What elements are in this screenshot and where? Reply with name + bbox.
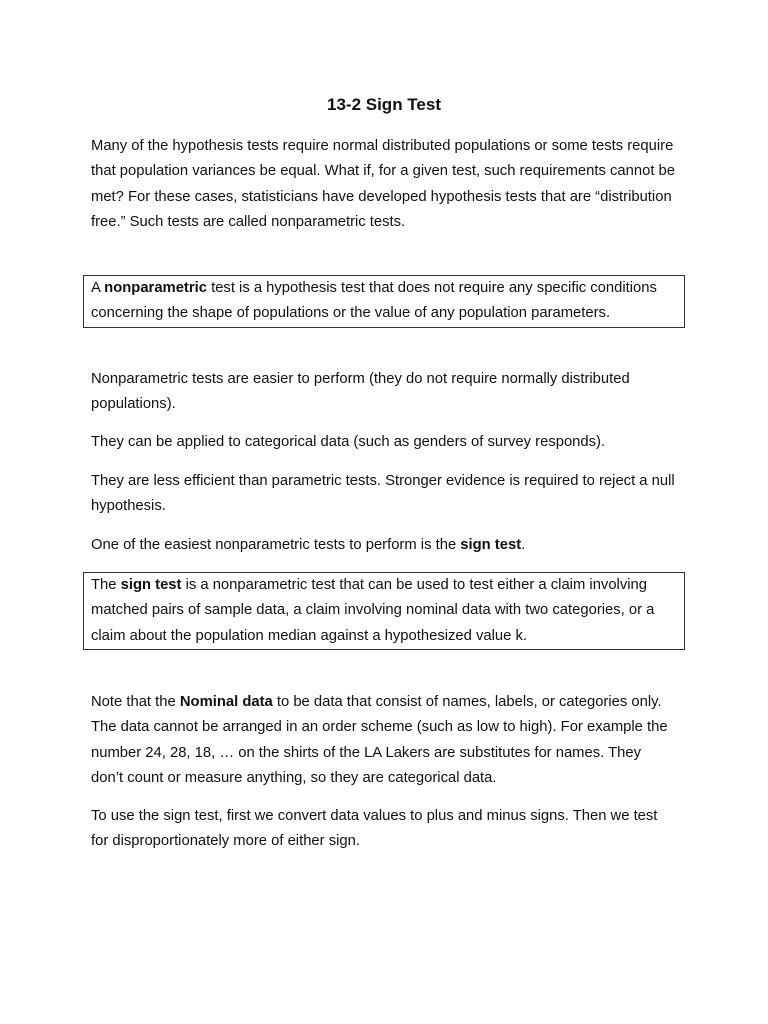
- categorical-paragraph: They can be applied to categorical data (such as genders of survey responds).: [91, 434, 606, 450]
- sign-test-definition-term: sign test: [120, 577, 182, 593]
- easiest-prefix: One of the easiest nonparametric tests to perform is the: [91, 537, 461, 553]
- nominal-suffix: to be data that consist of names, labels, or categories only. The data cannot be arranged in an order scheme (such as low to high). For example the number 24, 28, 18, … on the shirts of the LA Lakers are substitutes for names. They don’t count or measure anything, so they are categorical data.: [91, 694, 668, 786]
- sign-test-definition-box: [83, 572, 685, 650]
- definition-suffix: test is a hypothesis test that does not require any specific conditions concerning the shape of populations or the value of any population parameters.: [91, 280, 657, 322]
- easiest-suffix: .: [521, 537, 526, 553]
- easier-paragraph: Nonparametric tests are easier to perform (they do not require normally distributed populations).: [91, 371, 630, 413]
- sign-definition-prefix: The: [91, 577, 121, 593]
- nonparametric-definition-text: [91, 276, 677, 327]
- sign-usage-paragraph: To use the sign test, first we convert data values to plus and minus signs. Then we test for disproportionately more of either sign.: [91, 808, 658, 850]
- sign-test-definition-text: [91, 573, 677, 649]
- easiest-test-paragraph: [91, 533, 677, 558]
- sign-definition-suffix: is a nonparametric test that can be used to test either a claim involving matched pairs of sample data, a claim involving nominal data with two categories, or a claim about the population median against a hypothesized value k.: [91, 577, 655, 644]
- nonparametric-term: nonparametric: [104, 280, 207, 296]
- nominal-prefix: Note that the: [91, 694, 180, 710]
- nominal-data-term: Nominal data: [179, 694, 273, 710]
- definition-prefix: A: [91, 280, 105, 296]
- nominal-data-paragraph: [91, 690, 677, 791]
- sign-test-term: sign test: [460, 537, 522, 553]
- efficiency-paragraph: They are less efficient than parametric tests. Stronger evidence is required to reject a null hypothesis.: [91, 473, 675, 515]
- intro-paragraph: Many of the hypothesis tests require normal distributed populations or some tests require that population variances be equal. What if, for a given test, such requirements cannot be met? For these cases, statisticians have developed hypothesis tests that are “distribution free.” Such tests are called nonparametric tests.: [91, 138, 676, 230]
- nonparametric-definition-box: [83, 275, 685, 328]
- page-title: 13-2 Sign Test: [327, 95, 441, 114]
